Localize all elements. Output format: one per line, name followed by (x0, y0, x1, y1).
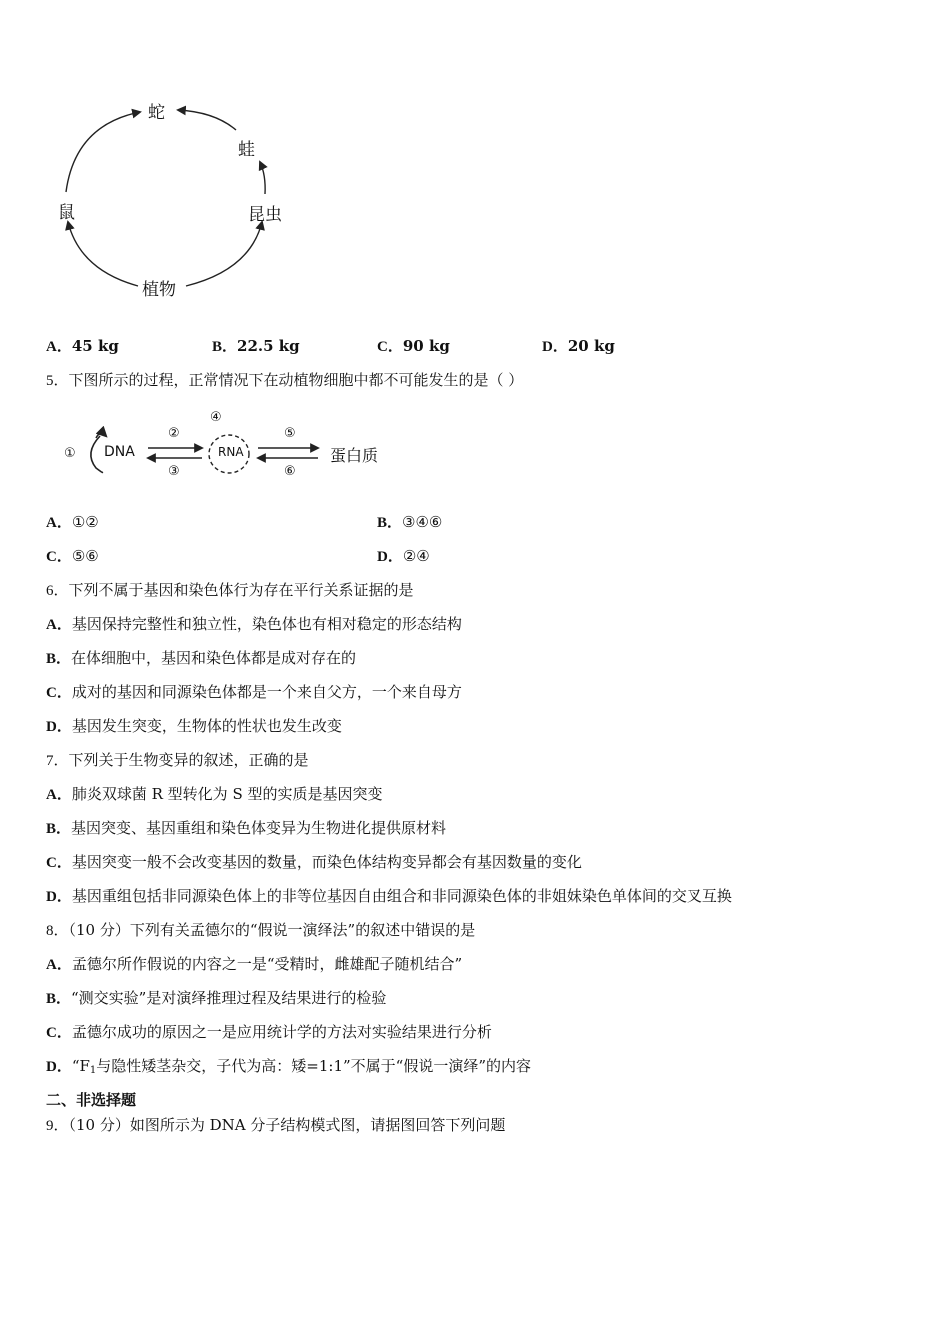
label-c1: ① (64, 446, 76, 461)
q5-option-b (377, 512, 442, 533)
option-text: 肺炎双球菌 R 型转化为 S 型的实质是基因突变 (71, 785, 383, 803)
label-c4: ④ (210, 410, 222, 425)
question-number: 5． (46, 373, 69, 389)
option-letter: C． (377, 339, 403, 355)
option-text: 90 kg (402, 337, 450, 355)
q7-option-a (46, 784, 383, 805)
q4-option-d (542, 336, 615, 357)
option-letter: D． (46, 1059, 72, 1075)
question-number: 7． (46, 753, 69, 769)
option-text: 45 kg (71, 337, 119, 355)
central-dogma-diagram (62, 408, 392, 486)
arrow-insect-to-frog (260, 162, 265, 194)
option-letter: C． (46, 1025, 72, 1041)
question-number: 6． (46, 583, 69, 599)
option-text: 基因重组包括非同源染色体上的非等位基因自由组合和非同源染色体的非姐妹染色单体间的交叉互换 (71, 887, 732, 905)
q4-option-c (377, 336, 450, 357)
q8-option-d (46, 1056, 531, 1081)
question-text: 下列关于生物变异的叙述，正确的是 (68, 751, 309, 769)
option-text: “测交实验”是对演绎推理过程及结果进行的检验 (71, 989, 387, 1007)
option-letter: B． (212, 339, 238, 355)
option-text: 20 kg (567, 337, 615, 355)
arrow-plant-to-mouse (68, 222, 138, 286)
option-letter: C． (46, 685, 72, 701)
question-text: 下图所示的过程，正常情况下在动植物细胞中都不可能发生的是（ ） (68, 371, 524, 389)
option-letter: B． (46, 651, 72, 667)
option-text: ①② (71, 513, 99, 531)
option-letter: C． (46, 855, 72, 871)
question-number: 8． (46, 923, 69, 939)
q8-option-b (46, 988, 386, 1009)
q8-option-c (46, 1022, 492, 1043)
label-c2: ② (168, 426, 180, 441)
question-text: 如图所示为 DNA 分子结构模式图，请据图回答下列问题 (129, 1116, 506, 1134)
option-letter: B． (377, 515, 403, 531)
option-letter: A． (46, 617, 72, 633)
q9-stem (46, 1115, 505, 1136)
q5-stem (46, 370, 523, 391)
dna-replication-loop (91, 436, 103, 473)
q4-option-a (46, 336, 119, 357)
label-c5: ⑤ (284, 426, 296, 441)
node-snake: 蛇 (148, 103, 165, 123)
q8-option-a (46, 954, 462, 975)
arrow-plant-to-insect (186, 222, 262, 286)
option-text: ③④⑥ (402, 513, 443, 531)
food-web-arrows (40, 90, 310, 305)
arrow-mouse-to-snake (66, 112, 140, 192)
option-text: 在体细胞中，基因和染色体都是成对存在的 (71, 649, 357, 667)
label-c3: ③ (168, 464, 180, 479)
q6-option-a (46, 614, 462, 635)
option-text: 22.5 kg (237, 337, 300, 355)
q7-stem (46, 750, 309, 771)
option-text: 成对的基因和同源染色体都是一个来自父方，一个来自母方 (71, 683, 462, 701)
q5-option-a (46, 512, 99, 533)
option-letter: D． (377, 549, 403, 565)
q6-option-d (46, 716, 342, 737)
q5-option-d (377, 546, 430, 567)
option-letter: C． (46, 549, 72, 565)
q6-option-c (46, 682, 462, 703)
section-heading: 二、非选择题 (46, 1091, 137, 1109)
label-rna: RNA (218, 445, 244, 459)
q7-option-c (46, 852, 582, 873)
food-web-diagram (40, 90, 310, 305)
label-c6: ⑥ (284, 464, 296, 479)
option-text: ⑤⑥ (71, 547, 99, 565)
option-letter: D． (46, 719, 72, 735)
node-mouse: 鼠 (58, 203, 75, 223)
option-letter: A． (46, 339, 72, 355)
option-text-post: 与隐性矮茎杂交，子代为高：矮=1:1”不属于“假说一演绎”的内容 (96, 1057, 532, 1075)
q5-option-c (46, 546, 99, 567)
arrow-frog-to-snake (178, 110, 236, 130)
option-subscript: 1 (89, 1065, 97, 1076)
option-letter: A． (46, 787, 72, 803)
option-text: 孟德尔成功的原因之一是应用统计学的方法对实验结果进行分析 (71, 1023, 492, 1041)
node-insect: 昆虫 (248, 205, 282, 225)
option-letter: B． (46, 821, 72, 837)
option-text: 基因保持完整性和独立性，染色体也有相对稳定的形态结构 (71, 615, 462, 633)
option-letter: A． (46, 957, 72, 973)
question-text: 下列不属于基因和染色体行为存在平行关系证据的是 (68, 581, 414, 599)
question-score: （10 分） (68, 1116, 130, 1134)
question-text: 下列有关孟德尔的“假说一演绎法”的叙述中错误的是 (129, 921, 476, 939)
q4-option-b (212, 336, 300, 357)
q8-stem (46, 920, 475, 941)
node-plant: 植物 (142, 280, 176, 300)
option-text: 基因突变一般不会改变基因的数量，而染色体结构变异都会有基因数量的变化 (71, 853, 582, 871)
node-frog: 蛙 (238, 140, 255, 160)
option-text: 孟德尔所作假说的内容之一是“受精时，雌雄配子随机结合” (71, 955, 463, 973)
q6-stem (46, 580, 414, 601)
q7-option-d (46, 886, 732, 907)
option-text: 基因发生突变，生物体的性状也发生改变 (71, 717, 342, 735)
option-text: 基因突变、基因重组和染色体变异为生物进化提供原材料 (71, 819, 447, 837)
label-protein: 蛋白质 (330, 446, 379, 465)
option-letter: D． (542, 339, 568, 355)
q7-option-b (46, 818, 446, 839)
option-letter: B． (46, 991, 72, 1007)
question-score: （10 分） (68, 921, 130, 939)
option-letter: D． (46, 889, 72, 905)
option-text: ②④ (402, 547, 430, 565)
option-letter: A． (46, 515, 72, 531)
option-text-pre: “F (71, 1057, 90, 1075)
label-dna: DNA (104, 444, 135, 460)
question-number: 9． (46, 1118, 69, 1134)
q6-option-b (46, 648, 356, 669)
